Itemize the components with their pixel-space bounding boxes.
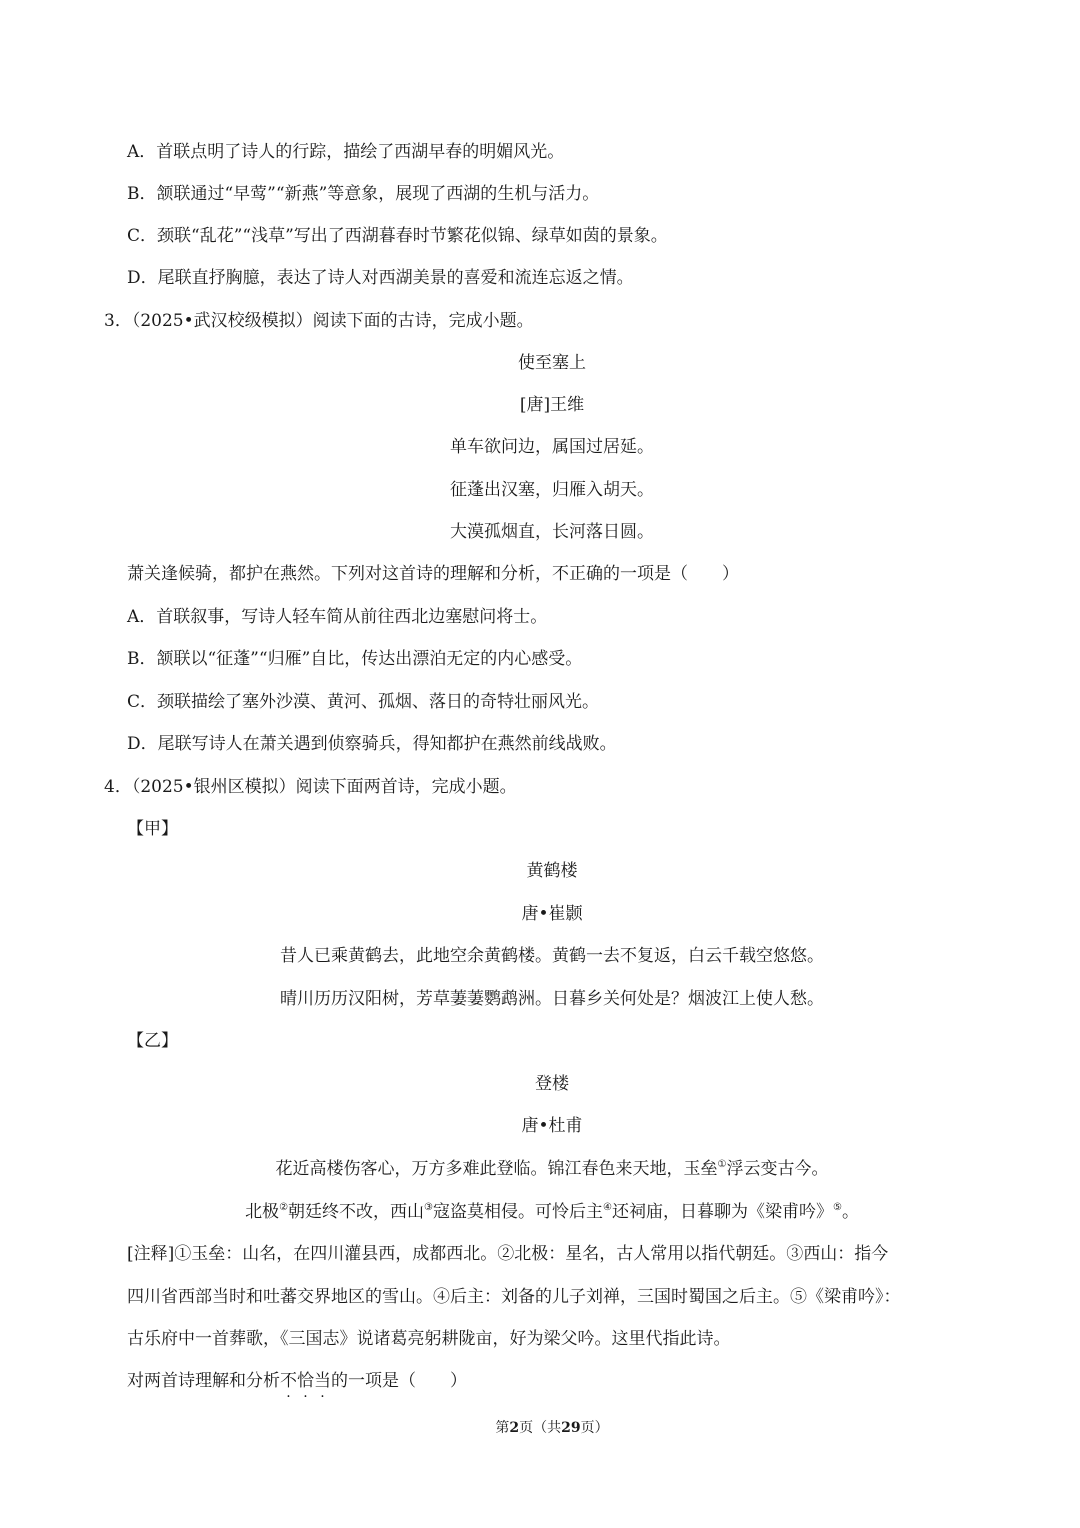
yi-line-2-text-d: 还祠庙，日暮聊为《梁甫吟》 (611, 1202, 833, 1222)
yi-line-2-text-a: 北极 (245, 1202, 280, 1222)
note-ref-4: ④ (603, 1202, 612, 1213)
q4-yi-line-2 (0, 1200, 1080, 1224)
yi-line-2-text-b: 朝廷终不改，西山 (288, 1202, 425, 1222)
q4-jia-author: 唐•崔颢 (521, 904, 583, 924)
q4-note-line-1: [注释]①玉垒：山名，在四川灌县西，成都西北。②北极：星名，古人常用以指代朝廷。③西山：指今 (127, 1244, 889, 1264)
q3-poem-author: [唐]王维 (519, 395, 585, 415)
q2-option-c: C．颈联“乱花”“浅草”写出了西湖暮春时节繁花似锦、绿草如茵的景象。 (127, 226, 668, 246)
q4-yi-author: 唐•杜甫 (521, 1116, 583, 1136)
q3-poem-line-3: 大漠孤烟直，长河落日圆。 (450, 522, 654, 542)
emphasis-char-2: 恰 (297, 1371, 314, 1391)
page-number: 2 (509, 1420, 520, 1436)
q4-jia-label: 【甲】 (127, 819, 178, 839)
q3-poem-title: 使至塞上 (518, 353, 586, 373)
q3-header: 3．（2025•武汉校级模拟）阅读下面的古诗，完成小题。 (104, 311, 534, 331)
q2-option-d: D．尾联直抒胸臆，表达了诗人对西湖美景的喜爱和流连忘返之情。 (127, 268, 634, 288)
note-ref-1: ① (717, 1159, 727, 1170)
q4-yi-label: 【乙】 (127, 1031, 178, 1051)
q3-option-a: A．首联叙事，写诗人轻车简从前往西北边塞慰问将士。 (127, 607, 548, 627)
q4-yi-title: 登楼 (535, 1074, 569, 1094)
q4-prompt-text-b: 的一项是（ ） (331, 1371, 467, 1391)
yi-line-1-text-b: 浮云变古今。 (726, 1159, 829, 1179)
q2-option-b: B．颔联通过“早莺”“新燕”等意象，展现了西湖的生机与活力。 (127, 184, 600, 204)
yi-line-1-text-a: 花近高楼伤客心，万方多难此登临。锦江春色来天地，玉垒 (275, 1159, 718, 1179)
q4-header: 4．（2025•银州区模拟）阅读下面两首诗，完成小题。 (104, 777, 517, 797)
page-footer (0, 1416, 1080, 1440)
footer-text-c: 页） (580, 1420, 609, 1436)
q4-jia-line-1: 昔人已乘黄鹤去，此地空余黄鹤楼。黄鹤一去不复返，白云千载空悠悠。 (280, 946, 824, 966)
footer-text-a: 第 (495, 1420, 510, 1436)
emphasis-char-1: 不 (280, 1371, 297, 1391)
yi-line-2-text-e: 。 (841, 1202, 859, 1222)
q4-note-line-2: 四川省西部当时和吐蕃交界地区的雪山。④后主：刘备的儿子刘禅，三国时蜀国之后主。⑤《梁甫吟》： (127, 1287, 901, 1307)
q2-option-a: A．首联点明了诗人的行踪，描绘了西湖早春的明媚风光。 (127, 142, 565, 162)
q4-prompt-text-a: 对两首诗理解和分析 (127, 1371, 280, 1391)
q3-poem-line-1: 单车欲问边，属国过居延。 (450, 437, 654, 457)
q3-option-d: D．尾联写诗人在萧关遇到侦察骑兵，得知都护在燕然前线战败。 (127, 734, 617, 754)
q4-yi-line-1 (0, 1157, 1080, 1181)
page-total: 29 (561, 1420, 581, 1436)
q4-jia-title: 黄鹤楼 (526, 861, 578, 881)
emphasis-char-3: 当 (314, 1371, 331, 1391)
yi-line-2-text-c: 寇盗莫相侵。可怜后主 (433, 1202, 603, 1222)
q3-option-c: C．颈联描绘了塞外沙漠、黄河、孤烟、落日的奇特壮丽风光。 (127, 692, 600, 712)
note-ref-2: ② (279, 1202, 289, 1213)
q3-question: 萧关逢候骑，都护在燕然。下列对这首诗的理解和分析，不正确的一项是（ ） (127, 564, 739, 584)
q4-question (127, 1369, 467, 1393)
q4-note-line-3: 古乐府中一首葬歌，《三国志》说诸葛亮躬耕陇亩，好为梁父吟。这里代指此诗。 (127, 1329, 731, 1349)
q3-option-b: B．颔联以“征蓬”“归雁”自比，传达出漂泊无定的内心感受。 (127, 649, 583, 669)
q3-poem-line-2: 征蓬出汉塞，归雁入胡天。 (450, 480, 654, 500)
footer-text-b: 页（共 (519, 1420, 562, 1436)
note-ref-3: ③ (424, 1202, 433, 1213)
q4-jia-line-2: 晴川历历汉阳树，芳草萋萋鹦鹉洲。日暮乡关何处是？烟波江上使人愁。 (280, 989, 824, 1009)
note-ref-5: ⑤ (832, 1202, 842, 1213)
